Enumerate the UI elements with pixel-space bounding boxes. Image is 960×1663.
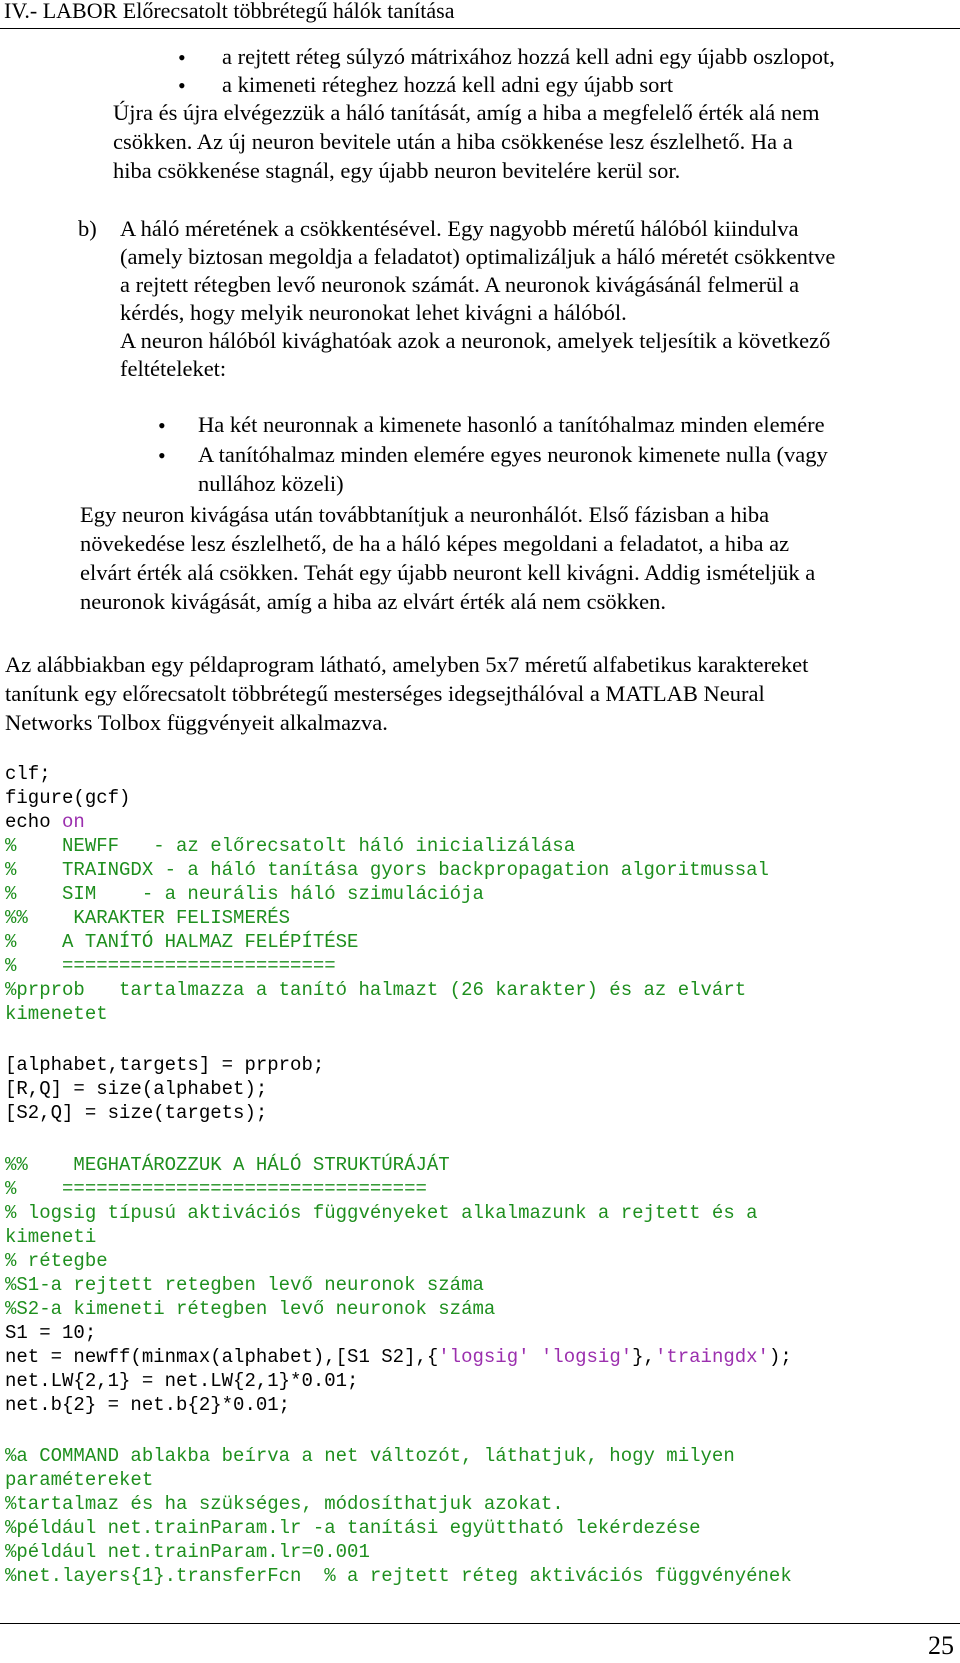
code-comment: paramétereket	[5, 1469, 154, 1491]
code-comment: %például net.trainParam.lr -a tanítási együttható lekérdezése	[5, 1517, 701, 1539]
paragraph-line: kérdés, hogy melyik neuronokat lehet kivágni a hálóból.	[120, 300, 627, 325]
bullet-dot: •	[158, 443, 166, 468]
code-line: clf;	[5, 763, 51, 785]
code-comment: %S2-a kimeneti rétegben levő neuronok száma	[5, 1298, 496, 1320]
paragraph-line: Networks Tolbox függvényeit alkalmazva.	[5, 710, 388, 735]
code-comment: %S1-a rejtett retegben levő neuronok száma	[5, 1274, 484, 1296]
bullet-item: A tanítóhalmaz minden elemére egyes neuronok kimenete nulla (vagy	[198, 442, 828, 467]
code-comment: %tartalmaz és ha szükséges, módosíthatjuk azokat.	[5, 1493, 564, 1515]
code-token: },	[632, 1346, 655, 1368]
paragraph-line: Újra és újra elvégezzük a háló tanítását, amíg a hiba a megfelelő érték alá nem	[113, 100, 820, 125]
code-comment: %prprob tartalmazza a tanító halmazt (26 karakter) és az elvárt	[5, 979, 747, 1001]
paragraph-line: (amely biztosan megoldja a feladatot) optimalizáljuk a háló méretét csökkentve	[120, 244, 836, 269]
section-marker: b)	[78, 216, 97, 241]
paragraph-line: a rejtett rétegben levő neuronok számát. A neuronok kivágásánál felmerül a	[120, 272, 800, 297]
code-comment: % NEWFF - az előrecsatolt háló inicializálása	[5, 835, 576, 857]
code-comment: kimeneti	[5, 1226, 97, 1248]
bullet-dot: •	[178, 45, 186, 70]
bullet-item: a rejtett réteg súlyzó mátrixához hozzá kell adni egy újabb oszlopot,	[222, 44, 835, 69]
paragraph-line: Az alábbiakban egy példaprogram látható, amelyben 5x7 méretű alfabetikus karaktereket	[5, 652, 809, 677]
code-line: figure(gcf)	[5, 787, 131, 809]
paragraph-line: elvárt érték alá csökken. Tehát egy újabb neuront kell kivágni. Addig ismételjük a	[80, 560, 816, 585]
code-comment: %net.layers{1}.transferFcn % a rejtett réteg aktivációs függvényének	[5, 1565, 792, 1587]
code-line: [S2,Q] = size(targets);	[5, 1102, 268, 1124]
page-header	[0, 0, 960, 29]
code-keyword: on	[62, 811, 85, 833]
code-line	[5, 1345, 792, 1370]
code-string: 'traingdx'	[654, 1346, 769, 1368]
code-string: 'logsig'	[438, 1346, 530, 1368]
paragraph-line: A neuron hálóból kivághatóak azok a neuronok, amelyek teljesítik a következő	[120, 328, 831, 353]
code-line: [alphabet,targets] = prprob;	[5, 1054, 325, 1076]
code-token: echo	[5, 811, 63, 833]
footer-rule	[0, 1623, 960, 1624]
code-comment: % A TANÍTÓ HALMAZ FELÉPÍTÉSE	[5, 931, 359, 953]
header-title: IV.- LABOR Előrecsatolt többrétegű hálók tanítása	[4, 0, 455, 23]
code-comment: % ================================	[5, 1178, 427, 1200]
bullet-dot: •	[178, 73, 186, 98]
code-comment: %a COMMAND ablakba beírva a net változót, láthatjuk, hogy milyen	[5, 1445, 735, 1467]
bullet-item: a kimeneti réteghez hozzá kell adni egy újabb sort	[222, 72, 674, 97]
code-comment: % SIM - a neurális háló szimulációja	[5, 883, 484, 905]
code-line	[5, 810, 85, 835]
code-comment: % TRAINGDX - a háló tanítása gyors backpropagation algoritmussal	[5, 859, 769, 881]
code-comment: kimenetet	[5, 1003, 108, 1025]
paragraph-line: növekedése lesz észlelhető, de ha a háló képes megoldani a feladatot, a hiba az	[80, 531, 790, 556]
code-line: net.LW{2,1} = net.LW{2,1}*0.01;	[5, 1370, 359, 1392]
paragraph-line: feltételeket:	[120, 356, 227, 381]
page-number: 25	[928, 1631, 954, 1660]
paragraph-line: Egy neuron kivágása után továbbtanítjuk a neuronhálót. Első fázisban a hiba	[80, 502, 770, 527]
code-comment: % ========================	[5, 955, 336, 977]
paragraph-line: A háló méretének a csökkentésével. Egy nagyobb méretű hálóból kiindulva	[120, 216, 799, 241]
code-comment: % logsig típusú aktivációs függvényeket alkalmazunk a rejtett és a	[5, 1202, 758, 1224]
bullet-item: Ha két neuronnak a kimenete hasonló a tanítóhalmaz minden elemére	[198, 412, 825, 437]
code-token: );	[768, 1346, 792, 1368]
code-string: 'logsig'	[540, 1346, 633, 1368]
code-comment: %% MEGHATÁROZZUK A HÁLÓ STRUKTÚRÁJÁT	[5, 1154, 450, 1176]
code-token: net = newff(minmax(alphabet),[S1 S2],{	[5, 1346, 439, 1368]
bullet-dot: •	[158, 413, 166, 438]
paragraph-line: hiba csökkenése stagnál, egy újabb neuron bevitelére kerül sor.	[113, 158, 681, 183]
code-line: [R,Q] = size(alphabet);	[5, 1078, 268, 1100]
code-comment: % rétegbe	[5, 1250, 108, 1272]
code-token	[530, 1346, 541, 1368]
code-line: S1 = 10;	[5, 1322, 97, 1344]
code-line: net.b{2} = net.b{2}*0.01;	[5, 1394, 291, 1416]
bullet-item-cont: nullához közeli)	[198, 471, 344, 496]
paragraph-line: tanítunk egy előrecsatolt többrétegű mesterséges idegsejthálóval a MATLAB Neural	[5, 681, 765, 706]
paragraph-line: csökken. Az új neuron bevitele után a hiba csökkenése lesz észlelhető. Ha a	[113, 129, 793, 154]
code-comment: %% KARAKTER FELISMERÉS	[5, 907, 291, 929]
code-comment: %például net.trainParam.lr=0.001	[5, 1541, 370, 1563]
paragraph-line: neuronok kivágását, amíg a hiba az elvárt érték alá nem csökken.	[80, 589, 667, 614]
